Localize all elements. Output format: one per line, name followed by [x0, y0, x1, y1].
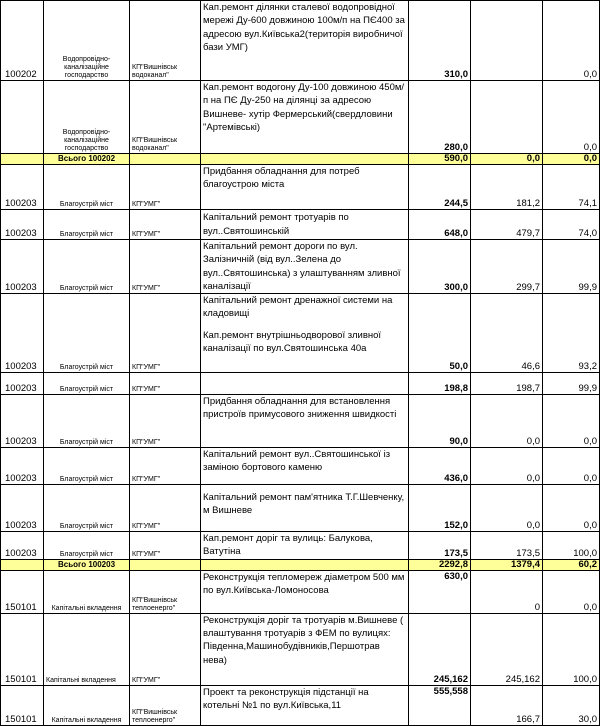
total-row [1, 154, 600, 165]
row-code: 150101 [1, 613, 44, 685]
row-percent: 0,0 [543, 485, 600, 532]
row-description: Кап.ремонт доріг та вулиць: Балукова, Ватутіна [201, 532, 409, 560]
table-row [1, 373, 600, 395]
row-plan: 244,5 [409, 165, 471, 210]
row-description: Придбання обладнання для встановлення пристроїв примусового зниження швидкості [201, 395, 409, 448]
total-percent: 60,2 [543, 559, 600, 570]
row-code: 100203 [1, 485, 44, 532]
row-org: КП"УМГ" [130, 373, 201, 395]
total-plan: 590,0 [409, 154, 471, 165]
row-description: Капітальний ремонт тротуарів по вул..Святошинській [201, 210, 409, 240]
row-org: КП"Вишнівськ водоканал" [130, 1, 201, 81]
row-percent: 100,0 [543, 613, 600, 685]
row-code: 150101 [1, 685, 44, 725]
row-fact [471, 81, 543, 154]
row-code: 100203 [1, 240, 44, 294]
row-description [201, 294, 409, 373]
row-fact: 198,7 [471, 373, 543, 395]
table-row [1, 240, 600, 294]
row-plan: 173,5 [409, 532, 471, 560]
row-code: 100203 [1, 294, 44, 373]
table-row [1, 165, 600, 210]
row-org: КП"УМГ" [130, 448, 201, 485]
row-org: КП"УМГ" [130, 240, 201, 294]
row-plan: 300,0 [409, 240, 471, 294]
row-code: 100203 [1, 165, 44, 210]
row-plan: 198,8 [409, 373, 471, 395]
table-row [1, 532, 600, 560]
row-percent: 0,0 [543, 1, 600, 81]
row-plan: 310,0 [409, 1, 471, 81]
total-plan: 2292,8 [409, 559, 471, 570]
table-row [1, 613, 600, 685]
row-fact: 173,5 [471, 532, 543, 560]
row-percent: 0,0 [543, 448, 600, 485]
total-fact: 1379,4 [471, 559, 543, 570]
table-row [1, 1, 600, 81]
row-org: КП"Вишнівськ водоканал" [130, 81, 201, 154]
row-plan-top: 630,0 [444, 570, 468, 582]
row-group: Благоустрій міст [44, 294, 130, 373]
row-plan [409, 570, 471, 613]
row-group: Благоустрій міст [44, 240, 130, 294]
row-code: 100203 [1, 373, 44, 395]
row-description: Проект та реконструкція підстанції на котельні №1 по вул.Київська,11 [201, 685, 409, 725]
row-description: Придбання обладнання для потреб благоустрою міста [201, 165, 409, 210]
row-description: Кап.ремонт водогону Ду-100 довжиною 450м/п на ПЄ Ду-250 на ділянці за адресою Вишневе- хутір Фермерський(свердловини "Артемівські) [201, 81, 409, 154]
row-description: Капітальний ремонт вул..Святошинської із заміною бортового каменю [201, 448, 409, 485]
row-org: КП"УМГ" [130, 613, 201, 685]
row-group: Благоустрій міст [44, 165, 130, 210]
table-row [1, 395, 600, 448]
row-group: Благоустрій міст [44, 373, 130, 395]
table-row [1, 570, 600, 613]
row-percent: 30,0 [543, 685, 600, 725]
row-plan [409, 685, 471, 725]
total-label: Всього 100202 [44, 154, 130, 165]
row-group: Благоустрій міст [44, 395, 130, 448]
row-fact: 0 [471, 570, 543, 613]
row-description: Кап.ремонт ділянки сталевої водопровідної мережі Ду-600 довжиною 100м/п на ПЄ400 за адресою вул.Київська2(територія виробничої бази УМГ) [201, 1, 409, 81]
total-row [1, 559, 600, 570]
row-group: Водопровідно-каналізаційне господарство [44, 81, 130, 154]
row-fact: 479,7 [471, 210, 543, 240]
table-row [1, 448, 600, 485]
row-plan: 280,0 [409, 81, 471, 154]
table-row [1, 294, 600, 373]
row-description [201, 373, 409, 395]
row-group: Благоустрій міст [44, 532, 130, 560]
row-group: Благоустрій міст [44, 485, 130, 532]
row-group: Капітальні вкладення [44, 685, 130, 725]
row-group: Капітальні вкладення [44, 570, 130, 613]
row-code [1, 81, 44, 154]
row-org: КП"УМГ" [130, 294, 201, 373]
row-org: КП"Вишнівськ теплоенерго" [130, 685, 201, 725]
row-org: КП"УМГ" [130, 210, 201, 240]
row-description: Капітальний ремонт дороги по вул. Залізничній (від вул..Зелена до вул..Святошинська) з улаштуванням зливної каналізації [201, 240, 409, 294]
row-code: 150101 [1, 570, 44, 613]
row-percent: 99,9 [543, 373, 600, 395]
row-percent: 74,1 [543, 165, 600, 210]
total-label: Всього 100203 [44, 559, 130, 570]
total-percent: 0,0 [543, 154, 600, 165]
row-fact: 0,0 [471, 485, 543, 532]
row-plan: 50,0 [409, 294, 471, 373]
row-code: 100203 [1, 395, 44, 448]
row-plan: 245,162 [409, 613, 471, 685]
table-row [1, 685, 600, 725]
row-percent: 0,0 [543, 81, 600, 154]
row-description: Капітальний ремонт пам'ятника Т.Г.Шевченку, м Вишневе [201, 485, 409, 532]
row-percent: 99,9 [543, 240, 600, 294]
row-org: КП"УМГ" [130, 485, 201, 532]
row-group: Водопровідно-каналізаційне господарство [44, 1, 130, 81]
row-description-secondary: Кап.ремонт внутрішньодворової зливної каналізації по вул.Святошинська 40а [203, 329, 382, 355]
row-description: Реконструкція тепломереж діаметром 500 мм по вул.Київська-Ломоносова [201, 570, 409, 613]
row-percent: 100,0 [543, 532, 600, 560]
total-fact: 0,0 [471, 154, 543, 165]
row-org: КП"УМГ" [130, 395, 201, 448]
row-description-main: Капітальний ремонт дренажної системи на кладовищі [203, 295, 393, 320]
row-percent: 0,0 [543, 570, 600, 613]
row-code: 100203 [1, 532, 44, 560]
row-fact: 299,7 [471, 240, 543, 294]
row-fact: 181,2 [471, 165, 543, 210]
row-fact: 46,6 [471, 294, 543, 373]
row-group: Капітальні вкладення [44, 613, 130, 685]
row-fact: 0,0 [471, 395, 543, 448]
row-plan: 648,0 [409, 210, 471, 240]
row-percent: 93,2 [543, 294, 600, 373]
row-org: КП"Вишнівськ теплоенерго" [130, 570, 201, 613]
row-plan: 90,0 [409, 395, 471, 448]
row-description: Реконструкція доріг та тротуарів м.Вишневе ( влаштування тротуарів з ФЕМ по вулицях: Південна,Машинобудівників,Першотрав нева) [201, 613, 409, 685]
row-code: 100202 [1, 1, 44, 81]
table-row [1, 210, 600, 240]
row-plan: 436,0 [409, 448, 471, 485]
row-code: 100203 [1, 448, 44, 485]
row-group: Благоустрій міст [44, 448, 130, 485]
row-org: КП"УМГ" [130, 532, 201, 560]
row-fact: 245,162 [471, 613, 543, 685]
row-org: КП"УМГ" [130, 165, 201, 210]
table-row [1, 81, 600, 154]
row-percent: 0,0 [543, 395, 600, 448]
row-code: 100203 [1, 210, 44, 240]
row-fact: 166,7 [471, 685, 543, 725]
row-percent: 74,0 [543, 210, 600, 240]
table-row [1, 485, 600, 532]
row-fact [471, 1, 543, 81]
row-fact: 0,0 [471, 448, 543, 485]
row-group: Благоустрій міст [44, 210, 130, 240]
row-plan-top: 555,558 [433, 685, 468, 697]
row-plan: 152,0 [409, 485, 471, 532]
